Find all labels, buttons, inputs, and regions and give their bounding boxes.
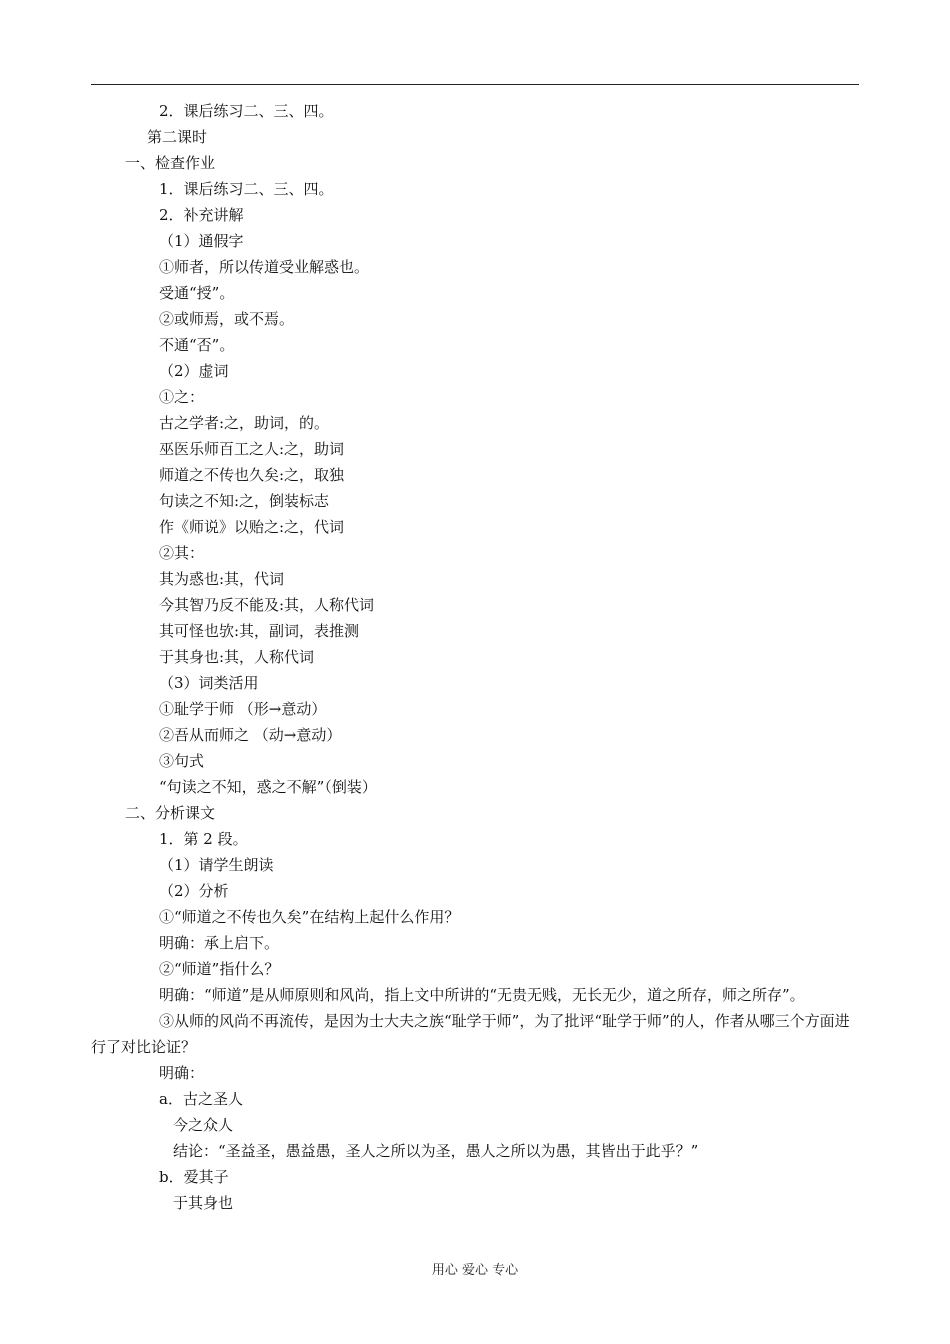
text-line: 2．补充讲解 (159, 206, 244, 224)
text-line: 2．课后练习二、三、四。 (159, 102, 334, 120)
text-line: 第二课时 (147, 128, 208, 146)
text-line: a．古之圣人 (159, 1090, 243, 1108)
text-line: 一、检查作业 (125, 154, 216, 172)
header-rule (91, 84, 859, 85)
text-line: （3）词类活用 (159, 674, 259, 692)
text-line: ①师者，所以传道受业解惑也。 (159, 258, 370, 276)
text-line: 作《师说》以贻之:之，代词 (159, 518, 345, 536)
text-line: 师道之不传也久矣:之，取独 (159, 466, 345, 484)
text-line: ②其： (159, 544, 205, 562)
text-line: （2）虚词 (159, 362, 229, 380)
text-line: 受通“授”。 (159, 284, 235, 302)
text-line: （1）请学生朗读 (159, 856, 274, 874)
text-line: 于其身也 (173, 1194, 234, 1212)
text-line: 1．第 2 段。 (159, 830, 248, 848)
text-line: ②或师焉，或不焉。 (159, 310, 295, 328)
text-line: 结论：“圣益圣，愚益愚，圣人之所以为圣，愚人之所以为愚，其皆出于此乎？” (173, 1142, 699, 1160)
text-line: ①耻学于师 （形→意动） (159, 700, 327, 718)
text-line: 巫医乐师百工之人:之，助词 (159, 440, 345, 458)
text-line: 古之学者:之，助词，的。 (159, 414, 330, 432)
text-line: ①之： (159, 388, 205, 406)
text-line: 明确：“师道”是从师原则和风尚，指上文中所讲的“无贵无贱，无长无少，道之所存，师之所存”。 (159, 986, 805, 1004)
text-line: 1．课后练习二、三、四。 (159, 180, 334, 198)
text-line: ③从师的风尚不再流传，是因为士大夫之族“耻学于师”，为了批评“耻学于师”的人，作者从哪三个方面进行了对比论证？ (91, 1012, 850, 1056)
text-line: 其为惑也:其，代词 (159, 570, 285, 588)
text-line: 今其智乃反不能及:其，人称代词 (159, 596, 375, 614)
text-line: ②吾从而师之 （动→意动） (159, 726, 342, 744)
text-line: 于其身也:其，人称代词 (159, 648, 315, 666)
text-line: “句读之不知，惑之不解”（倒装） (159, 778, 377, 796)
text-line: （2）分析 (159, 882, 229, 900)
text-line: 二、分析课文 (125, 804, 216, 822)
text-line: 今之众人 (173, 1116, 234, 1134)
text-line: b．爱其子 (159, 1168, 229, 1186)
text-line: ②“师道”指什么？ (159, 960, 280, 978)
text-line: ①“师道之不传也久矣”在结构上起什么作用？ (159, 908, 460, 926)
document-body (91, 98, 861, 1216)
text-line: 其可怪也欤:其，副词，表推测 (159, 622, 360, 640)
text-line: 明确：承上启下。 (159, 934, 280, 952)
page-footer: 用心 爱心 专心 (431, 1263, 519, 1278)
text-line: 句读之不知:之，倒装标志 (159, 492, 330, 510)
text-line: （1）通假字 (159, 232, 244, 250)
text-line: ③句式 (159, 752, 205, 770)
text-line: 不通“否”。 (159, 336, 235, 354)
text-line: 明确： (159, 1064, 205, 1082)
